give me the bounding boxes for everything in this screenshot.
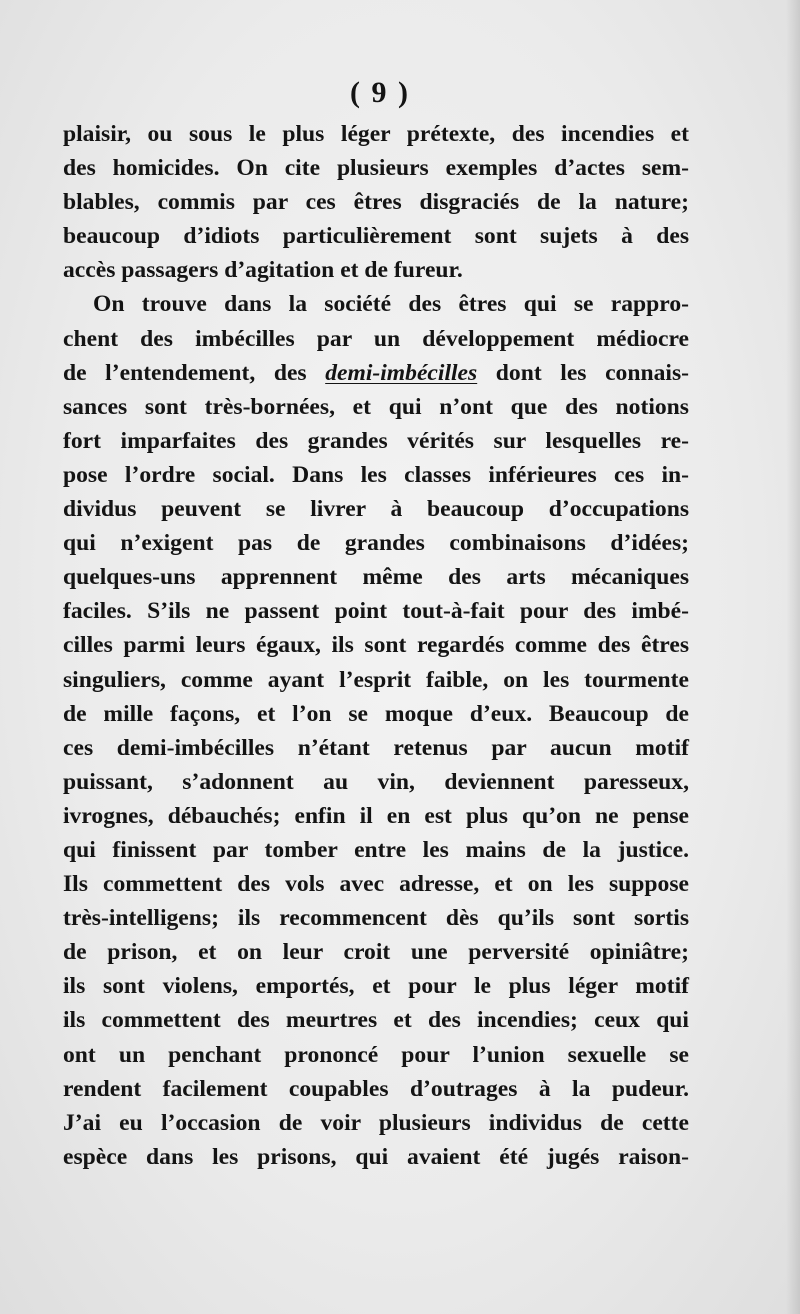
text-line: ivrognes, débauchés; enfin il en est plus qu’on ne pense	[63, 802, 689, 829]
text-line: des homicides. On cite plusieurs exemples d’actes sem-	[63, 155, 689, 182]
text-line: chent des imbécilles par un développement médiocre	[63, 325, 689, 352]
text-line: cilles parmi leurs égaux, ils sont regardés comme des êtres	[63, 632, 689, 659]
text-line: quelques-uns apprennent même des arts mécaniques	[63, 564, 689, 591]
text-line: qui n’exigent pas de grandes combinaisons d’idées;	[63, 530, 689, 557]
text-fragment: dont les connais-	[477, 359, 689, 386]
emphasized-term: demi-imbécilles	[325, 359, 478, 386]
text-line: espèce dans les prisons, qui avaient été jugés raison-	[63, 1143, 689, 1170]
text-line: de prison, et on leur croit une perversité opiniâtre;	[63, 939, 689, 966]
page-edge-shadow	[786, 0, 800, 1314]
text-line	[63, 356, 689, 390]
text-line: dividus peuvent se livrer à beaucoup d’occupations	[63, 496, 689, 523]
text-line: sances sont très-bornées, et qui n’ont que des notions	[63, 393, 689, 420]
text-line: On trouve dans la société des êtres qui se rappro-	[93, 291, 689, 318]
text-fragment: de l’entendement, des	[63, 359, 326, 386]
paragraph-2	[63, 287, 689, 1173]
text-line: beaucoup d’idiots particulièrement sont sujets à des	[63, 223, 689, 250]
text-line: faciles. S’ils ne passent point tout-à-fait pour des imbé-	[63, 598, 689, 625]
text-line: ont un penchant prononcé pour l’union sexuelle se	[63, 1041, 689, 1068]
text-line: singuliers, comme ayant l’esprit faible, on les tourmente	[63, 666, 689, 693]
text-line: qui finissent par tomber entre les mains de la justice.	[63, 836, 689, 863]
text-line: ils sont violens, emportés, et pour le plus léger motif	[63, 973, 689, 1000]
text-line: fort imparfaites des grandes vérités sur lesquelles re-	[63, 427, 689, 454]
body-text	[63, 117, 689, 1174]
text-line: rendent facilement coupables d’outrages à la pudeur.	[63, 1075, 689, 1102]
text-line: puissant, s’adonnent au vin, deviennent paresseux,	[63, 768, 689, 795]
paragraph-1	[63, 117, 689, 287]
text-line: blables, commis par ces êtres disgraciés de la nature;	[63, 189, 689, 216]
text-line: accès passagers d’agitation et de fureur.	[63, 257, 463, 284]
text-line: pose l’ordre social. Dans les classes inférieures ces in-	[63, 461, 689, 488]
text-line: très-intelligens; ils recommencent dès qu’ils sont sortis	[63, 905, 689, 932]
page-number: ( 9 )	[350, 76, 410, 109]
text-line: ces demi-imbécilles n’étant retenus par aucun motif	[63, 734, 689, 761]
text-line: J’ai eu l’occasion de voir plusieurs individus de cette	[63, 1109, 689, 1136]
text-line: plaisir, ou sous le plus léger prétexte, des incendies et	[63, 121, 689, 147]
text-line: ils commettent des meurtres et des incendies; ceux qui	[63, 1007, 689, 1034]
text-line: Ils commettent des vols avec adresse, et on les suppose	[63, 871, 689, 898]
text-line: de mille façons, et l’on se moque d’eux. Beaucoup de	[63, 700, 689, 727]
